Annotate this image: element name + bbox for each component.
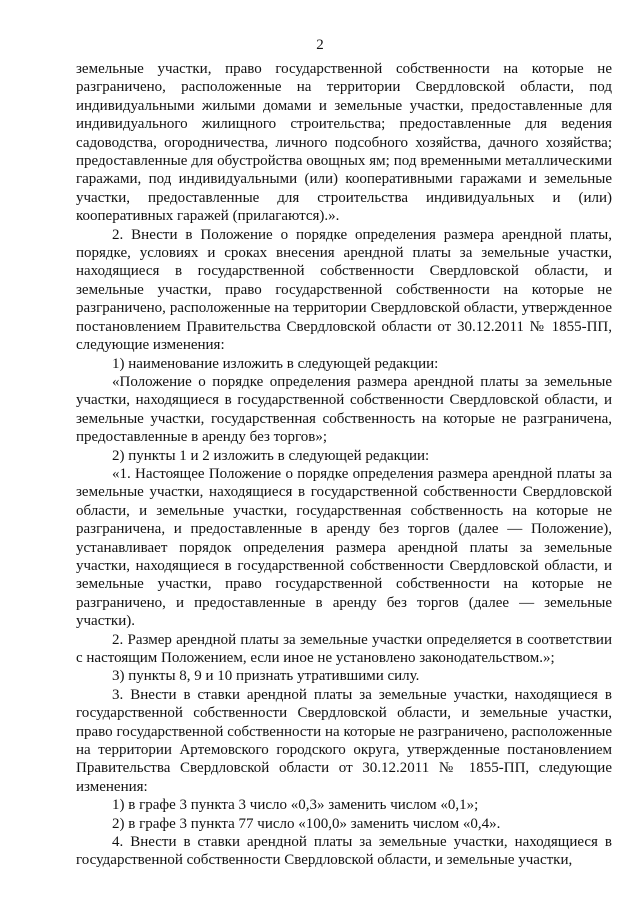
paragraph-subitem-2: 2) пункты 1 и 2 изложить в следующей редакции:	[112, 447, 430, 464]
document-body	[76, 60, 612, 870]
paragraph-quote-point-2: 2. Размер арендной платы за земельные участки определяется в соответствии с настоящим Положением, если иное не установлено законодательством.»;	[76, 631, 612, 666]
paragraph-item-2: 2. Внести в Положение о порядке определения размера арендной платы, порядке, условиях и сроках внесения арендной платы за земельные участки, находящиеся в государственной собственности Свердловской области, и земельные участки, право государственной собственности на которые не разграничено, расположенные на территории Свердловской области, утвержденное постановлением Правительства Свердловской области от 30.12.2011 № 1855-ПП, следующие изменения:	[76, 226, 612, 354]
paragraph-subitem-3: 3) пункты 8, 9 и 10 признать утратившими силу.	[112, 668, 420, 685]
page-number: 2	[316, 37, 324, 53]
paragraph-item-3: 3. Внести в ставки арендной платы за земельные участки, находящиеся в государственной собственности Свердловской области, и земельные участки, право государственной собственности на которые не разграничено, расположенные на территории Артемовского городского округа, утвержденные постановлением Правительства Свердловской области от 30.12.2011 № 1855-ПП, следующие изменения:	[76, 686, 612, 795]
paragraph-quote-title: «Положение о порядке определения размера арендной платы за земельные участки, находящиеся в государственной собственности Свердловской области, и земельные участки, государственная собственность на которые не разграничена, предоставленные в аренду без торгов»;	[76, 373, 612, 446]
paragraph-subitem-1: 1) наименование изложить в следующей редакции:	[112, 355, 439, 372]
paragraph-continuation: земельные участки, право государственной собственности на которые не разграничено, расположенные на территории Свердловской области, под индивидуальными жилыми домами и земельные участки, предоставленные для индивидуального жилищного строительства; предоставленные для ведения садоводства, огородничества, личного подсобного хозяйства, дачного хозяйства; предоставленные для обустройства овощных ям; под временными металлическими гаражами, под индивидуальными (или) кооперативными гаражами и земельные участки, предоставленные для строительства индивидуальных и (или) кооперативных гаражей (прилагаются).».	[76, 61, 612, 225]
paragraph-quote-point-1: «1. Настоящее Положение о порядке определения размера арендной платы за земельные участки, находящиеся в государственной собственности Свердловской области, и земельные участки, государственная собственность на которые не разграничена, и предоставленные в аренду без торгов (далее — Положение), устанавливает порядок определения размера арендной платы за земельные участки, находящиеся в государственной собственности Свердловской области, и земельные участки, право государственной собственности на которые не разграничено, и предоставленные в аренду без торгов (далее — земельные участки).	[76, 465, 612, 630]
paragraph-item-4: 4. Внести в ставки арендной платы за земельные участки, находящиеся в государственной собственности Свердловской области, и земельные участки,	[76, 834, 612, 869]
paragraph-item-3-sub-1: 1) в графе 3 пункта 3 число «0,3» заменить числом «0,1»;	[112, 797, 479, 814]
paragraph-item-3-sub-2: 2) в графе 3 пункта 77 число «100,0» заменить числом «0,4».	[112, 815, 501, 832]
